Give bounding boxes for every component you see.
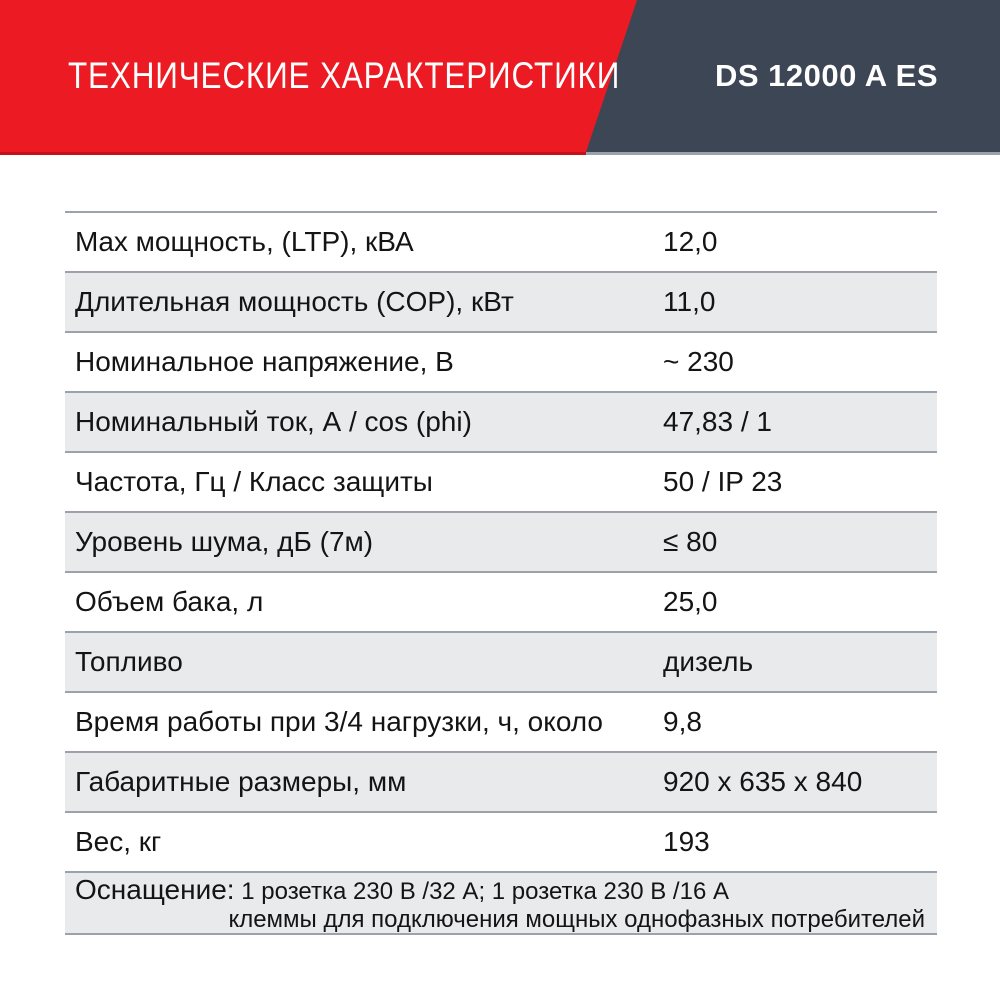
model-title: DS 12000 A ES — [714, 58, 938, 93]
table-row — [65, 513, 937, 573]
table-row — [65, 213, 937, 273]
header-bottom-edge — [0, 152, 1000, 155]
row-value: 193 — [663, 826, 710, 857]
spec-table — [65, 211, 937, 935]
row-value: 50 / IP 23 — [663, 466, 783, 497]
row-label: Объем бака, л — [75, 586, 264, 617]
equipment-label: Оснащение: — [75, 874, 235, 905]
row-value: 47,83 / 1 — [663, 406, 772, 437]
equipment-note: клеммы для подключения мощных однофазных потребителей — [228, 906, 925, 933]
table-row — [65, 813, 937, 873]
row-label: Номинальное напряжение, В — [75, 346, 454, 377]
row-label: Уровень шума, дБ (7м) — [75, 526, 374, 557]
row-value: 12,0 — [663, 226, 718, 257]
row-value: 920 x 635 x 840 — [663, 766, 863, 797]
table-row — [65, 633, 937, 693]
row-label: Длительная мощность (COP), кВт — [75, 286, 514, 317]
table-row — [65, 573, 937, 633]
row-value: 9,8 — [663, 706, 702, 737]
table-row — [65, 693, 937, 753]
table-row — [65, 453, 937, 513]
row-value: ≤ 80 — [663, 526, 718, 557]
row-label: Частота, Гц / Класс защиты — [75, 466, 433, 497]
header-banner — [0, 0, 1000, 152]
page-title: ТЕХНИЧЕСКИЕ ХАРАКТЕРИСТИКИ — [68, 55, 621, 96]
table-row — [65, 753, 937, 813]
row-label: Топливо — [75, 646, 183, 677]
row-value: дизель — [663, 646, 754, 677]
row-label: Номинальный ток, А / cos (phi) — [75, 406, 472, 437]
equipment-row — [65, 873, 937, 933]
row-value: ~ 230 — [663, 346, 734, 377]
header-edge-red — [0, 152, 586, 155]
row-label: Max мощность, (LTP), кВА — [75, 226, 414, 257]
header-edge-gray — [586, 152, 1000, 155]
equipment-line1 — [75, 875, 925, 906]
table-row — [65, 393, 937, 453]
row-label: Время работы при 3/4 нагрузки, ч, около — [75, 706, 603, 737]
row-value: 11,0 — [663, 286, 716, 317]
table-row — [65, 273, 937, 333]
table-row — [65, 333, 937, 393]
row-label: Вес, кг — [75, 826, 162, 857]
equipment-text: 1 розетка 230 В /32 А; 1 розетка 230 В /16 А — [241, 878, 729, 905]
row-value: 25,0 — [663, 586, 718, 617]
row-label: Габаритные размеры, мм — [75, 766, 407, 797]
